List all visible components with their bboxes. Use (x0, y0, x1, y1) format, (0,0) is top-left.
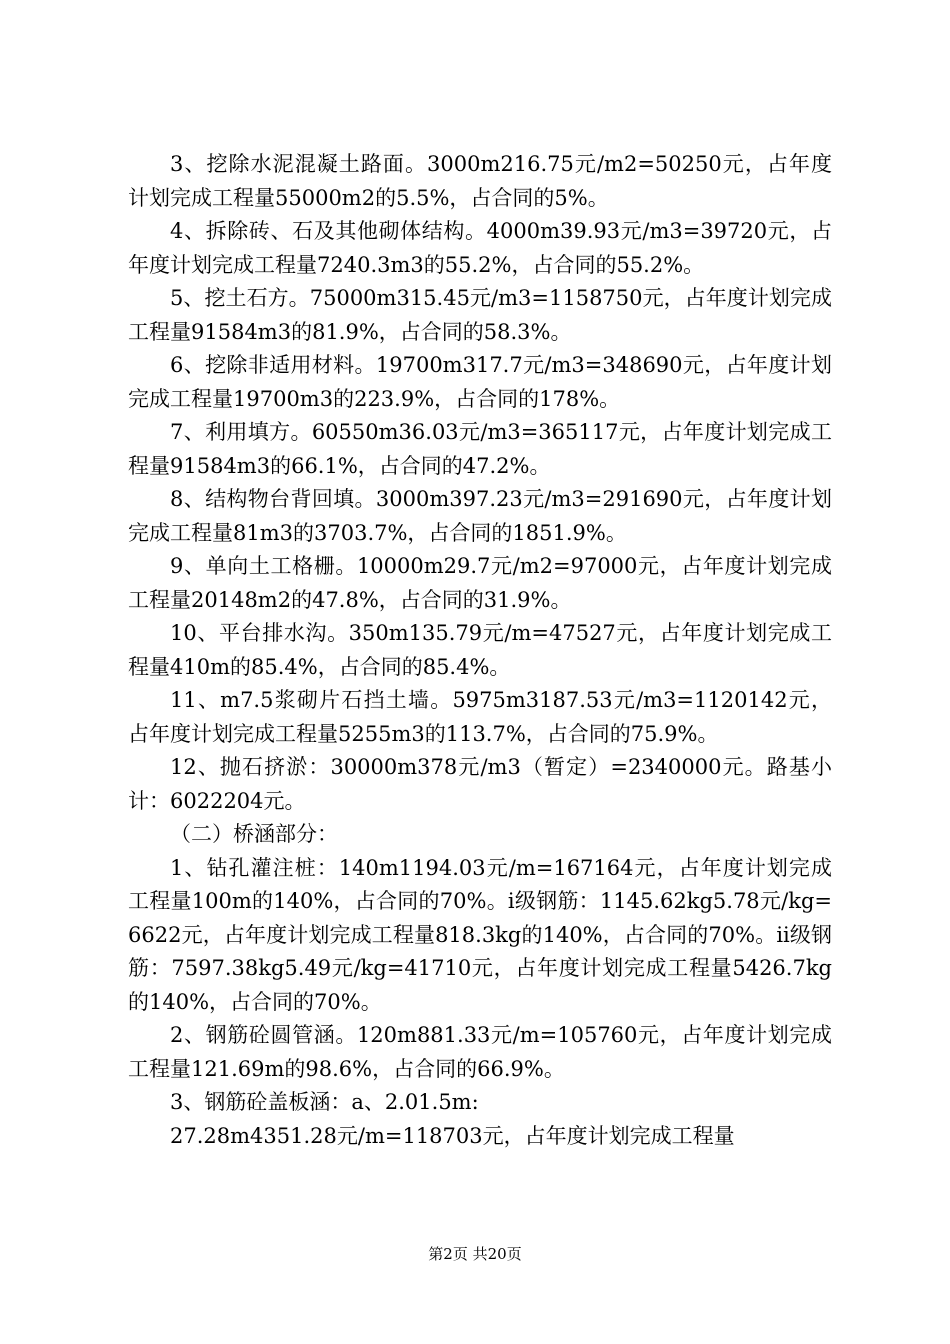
paragraph-item-9: 9、单向土工格栅。10000m29.7元/m2=97000元，占年度计划完成工程量20148m2的47.8%，占合同的31.9%。 (128, 554, 832, 612)
paragraph-bridge-item-3: 3、钢筋砼盖板涵：a、2.01.5m: (170, 1090, 479, 1114)
paragraph-item-3: 3、挖除水泥混凝土路面。3000m216.75元/m2=50250元，占年度计划完成工程量55000m2的5.5%，占合同的5%。 (128, 152, 832, 210)
paragraph-item-6: 6、挖除非适用材料。19700m317.7元/m3=348690元，占年度计划完成工程量19700m3的223.9%，占合同的178%。 (128, 353, 832, 411)
paragraph-item-10: 10、平台排水沟。350m135.79元/m=47527元，占年度计划完成工程量410m的85.4%，占合同的85.4%。 (128, 621, 832, 679)
document-body (128, 148, 832, 1153)
page-number-label: 第2页 共20页 (428, 1245, 522, 1263)
paragraph-item-8: 8、结构物台背回填。3000m397.23元/m3=291690元，占年度计划完成工程量81m3的3703.7%，占合同的1851.9%。 (128, 487, 832, 545)
paragraph-bridge-item-2: 2、钢筋砼圆管涵。120m881.33元/m=105760元，占年度计划完成工程量121.69m的98.6%，占合同的66.9%。 (128, 1023, 832, 1081)
paragraph-item-11: 11、m7.5浆砌片石挡土墙。5975m3187.53元/m3=1120142元，占年度计划完成工程量5255m3的113.7%，占合同的75.9%。 (128, 688, 832, 746)
page-footer (0, 1244, 950, 1264)
paragraph-item-12: 12、抛石挤淤：30000m378元/m3（暂定）=2340000元。路基小计：6022204元。 (128, 755, 832, 813)
paragraph-item-7: 7、利用填方。60550m36.03元/m3=365117元，占年度计划完成工程量91584m3的66.1%，占合同的47.2%。 (128, 420, 832, 478)
paragraph-item-4: 4、拆除砖、石及其他砌体结构。4000m39.93元/m3=39720元，占年度计划完成工程量7240.3m3的55.2%，占合同的55.2%。 (128, 219, 832, 277)
paragraph-item-5: 5、挖土石方。75000m315.45元/m3=1158750元，占年度计划完成工程量91584m3的81.9%，占合同的58.3%。 (128, 286, 832, 344)
paragraph-bridge-item-1: 1、钻孔灌注桩：140m1194.03元/m=167164元，占年度计划完成工程量100m的140%，占合同的70%。i级钢筋：1145.62kg5.78元/kg=6622元，占年度计划完成工程量818.3kg的140%，占合同的70%。ii级钢筋：7597.38kg5.49元/kg=41710元，占年度计划完成工程量5426.7kg的140%，占合同的70%。 (128, 855, 832, 1014)
paragraph-bridge-item-3-continued: 27.28m4351.28元/m=118703元，占年度计划完成工程量 (170, 1123, 735, 1148)
section-heading-bridges: （二）桥涵部分： (170, 822, 338, 846)
